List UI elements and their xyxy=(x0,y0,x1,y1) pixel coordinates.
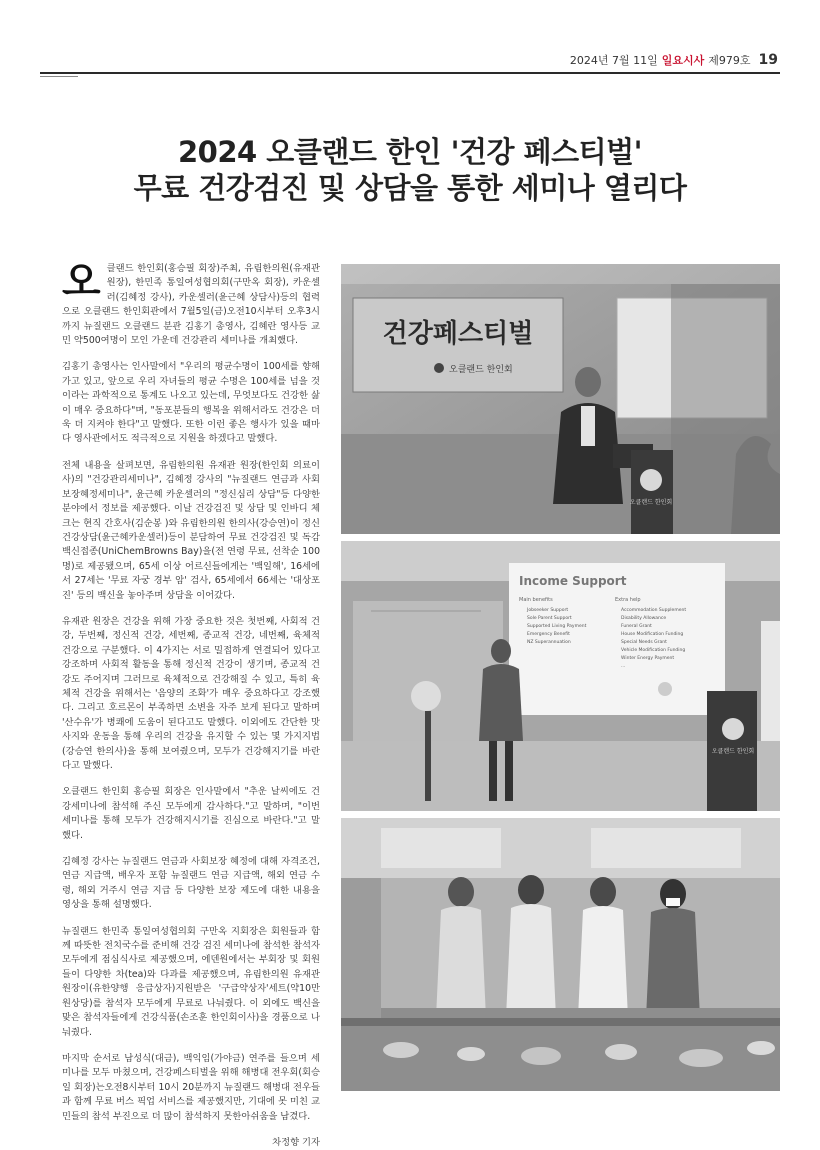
page-header xyxy=(570,52,778,68)
photo-speaker-podium xyxy=(341,264,780,534)
paragraph-2: 김홍기 총영사는 인사말에서 "우리의 평균수명이 100세를 향해 가고 있고, 앞으로 우리 자녀들의 평균 수명은 100세를 넘을 것이라는 과학적으로 통계도 나오고 있는데, 무엇보다도 건강한 삶이 매우 중요하다"며, "동포분들의 행복을 위해서라도 건강은 더욱 더 지켜야 한다"고 말했다. 또한 이런 좋은 행사가 있을 때마다 영사관에서도 적극적으로 지원을 하겠다고 말했다. xyxy=(62,361,320,445)
issue-number: 제979호 xyxy=(708,54,751,67)
photo-presentation-slide xyxy=(341,541,780,811)
paragraph-4: 유재관 원장은 건강을 위해 가장 중요한 것은 첫번째, 사회적 건강, 두번째, 정신적 건강, 세번째, 종교적 건강, 네번째, 육체적 건강으로 구분했다. 이 4가지는 서로 밀접하게 연결되어 있다고 강조하며 사회적 활동을 통해 정신적 건강이 생기며, 종교적 건강도 주어지며 그러므로 육체적으로 건강해질 수 있고, 특히 육체적 건강을 위해서는 '음양의 조화'가 매우 중요하다고 강조했다. 그리고 호르몬이 부족하면 소변을 자주 보게 된다고 말하며 '산수유'가 병쾌에 도움이 된다고도 말했다. 이외에도 간단한 맛사지와 운동을 통해 우리의 건강을 유지할 수 있는 몇 가지지법(강승연 한의사)을 통해 보여줬으며, 모두가 건강해지기를 바란다고 말했다. xyxy=(62,615,320,771)
paragraph-6: 김혜정 강사는 뉴질랜드 연금과 사회보장 혜정에 대해 자격조건, 연금 지급액, 배우자 포함 뉴질랜드 연금 지급액, 해외 연금 수령, 해외 거주시 연금 지급 등 다양한 보장 제도에 대한 내용을 영상을 통해 설명했다. xyxy=(62,856,320,911)
slide-right-heading: Extra help xyxy=(615,597,641,603)
paragraph-3: 전체 내용을 살펴보면, 유림한의원 유재관 원장(한인회 의료이사)의 "건강관리세미나", 김혜정 강사의 "뉴질랜드 연금과 사회보장혜정세미나", 윤근혜 카운셀러의 "정신심리 상담"등 다양한 분야에서 정보를 제공했다. 이날 건강검진 및 상담 및 인바디 체크는 현직 간호사(김순봉 )와 유림한의원 한의사(강승연)이 정신건강상담(윤근혜카운셀러)등이 분담하여 무료 건강검진 및 독감백신접종(UniChemBrowns Bay)을(전 연령 무료, 선착순 100명)로 제공됐으며, 65세 이상 어르신들에게는 '백일해', 16세에서 27세는 '무료 자궁 경부 암' 검사, 65세에서 66세는 '대상포진' 등의 백신을 놓아주며 상담을 이어갔다. xyxy=(62,459,320,601)
slide-right-item: Vehicle Modification Funding xyxy=(621,648,686,653)
drop-cap: 오 xyxy=(62,259,101,305)
photo-3-image xyxy=(341,818,780,1091)
slide-left-heading: Main benefits xyxy=(519,597,553,603)
podium-logo-2: 오클랜드 한인회 xyxy=(711,748,755,755)
issue-date: 2024년 7월 11일 xyxy=(569,54,658,67)
banner-text: 건강페스티벌 xyxy=(382,319,534,349)
slide-right-item: Accommodation Supplement xyxy=(621,608,687,613)
photo-hanbok-tea-table xyxy=(341,818,780,1091)
title-line-2: 무료 건강검진 및 상담을 통한 세미나 열리다 xyxy=(133,171,687,205)
photo-2-image xyxy=(341,541,780,811)
title-line-1: 2024 오클랜드 한인 '건강 페스티벌' xyxy=(177,135,643,169)
slide-title: Income Support xyxy=(519,574,627,588)
header-rule xyxy=(40,72,780,74)
paragraph-1-text: 클랜드 한인회(홍승필 회장)주최, 유림한의원(유재관 원장), 한민족 통일여성협의회(구만옥 회장), 카운셀러(김혜정 강사), 카운셀러(윤근혜 상담사)등의 협력으로 오클랜드 한인회관에서 7월5일(금)오전10시부터 오후3시까지 뉴질랜드 오클랜드 분관 김홍기 총영사, 김혜란 영사등 교민 약500여명이 모인 가운데 건강관리 세미나를 개최했다. xyxy=(62,263,320,347)
slide-right-item: Funeral Grant xyxy=(621,624,652,629)
slide-left-item: Supported Living Payment xyxy=(527,624,587,629)
paragraph-1 xyxy=(62,259,320,348)
slide-left-item: Sole Parent Support xyxy=(527,616,572,621)
page-number: 19 xyxy=(758,52,778,68)
slide-right-item: Winter Energy Payment xyxy=(621,656,675,661)
slide-left-item: NZ Superannuation xyxy=(527,640,571,645)
paragraph-7: 뉴질랜드 한민족 통일여성협의회 구만옥 지회장은 회원들과 함께 따뜻한 전치국수를 준비해 건강 검진 세미나에 참석한 참석자 모두에게 점심식사로 제공했으며, 에덴원에서는 부회장 및 회원들이 다양한 차(tea)와 다과를 제공했으며, 유림한의원 유재관 원장이(유한양행 응급상자)지원받은 '구급약상자'세트(약10만원상당)를 참석자 모두에게 무료로 나눠줬다. 이 외에도 백신을 맞은 참석자들에게 건강식품(손조훈 한인회이사)을 경품으로 나눠줬다. xyxy=(62,925,320,1038)
header-accent-rule xyxy=(40,76,78,77)
slide-right-item: Disability Allowance xyxy=(621,616,667,621)
slide-right-item: Special Needs Grant xyxy=(621,640,667,645)
slide-left-item: Jobseeker Support xyxy=(527,608,569,613)
paragraph-5: 오클랜드 한인회 홍승필 회장은 인사말에서 "추운 날씨에도 건강세미나에 참석해 주신 모두에게 감사하다."고 말하며, "이번 세미나를 통해 모두가 건강해지시기를 진심으로 바란다."고 말했다. xyxy=(62,786,320,841)
slide-right-item: ... xyxy=(621,664,626,669)
article-body xyxy=(62,259,320,1150)
slide-left-item: Emergency Benefit xyxy=(527,632,570,637)
podium-logo-1: 오클랜드 한인회 xyxy=(629,499,673,506)
byline: 차정향 기자 xyxy=(272,1136,320,1148)
article-title xyxy=(40,134,780,206)
paragraph-8: 마지막 순서로 남성식(대금), 백익임(가야금) 연주를 들으며 세미나를 모두 마쳤으며, 건강페스티벌을 위해 해병대 전우회(회승일 회장)는오전8시부터 10시 20분까지 뉴질랜드 해병대 전우들과 함께 무료 버스 픽업 서비스를 제공했지만, 기대에 못 미친 교민들의 참석 부진으로 더 많이 참석하지 못한아쉬움을 남겼다. xyxy=(62,1052,320,1122)
banner-sub-text: 오클랜드 한인회 xyxy=(449,365,513,375)
publication-name: 일요시사 xyxy=(661,54,705,67)
photo-1-image xyxy=(341,264,780,534)
slide-right-item: House Modification Funding xyxy=(621,632,684,637)
